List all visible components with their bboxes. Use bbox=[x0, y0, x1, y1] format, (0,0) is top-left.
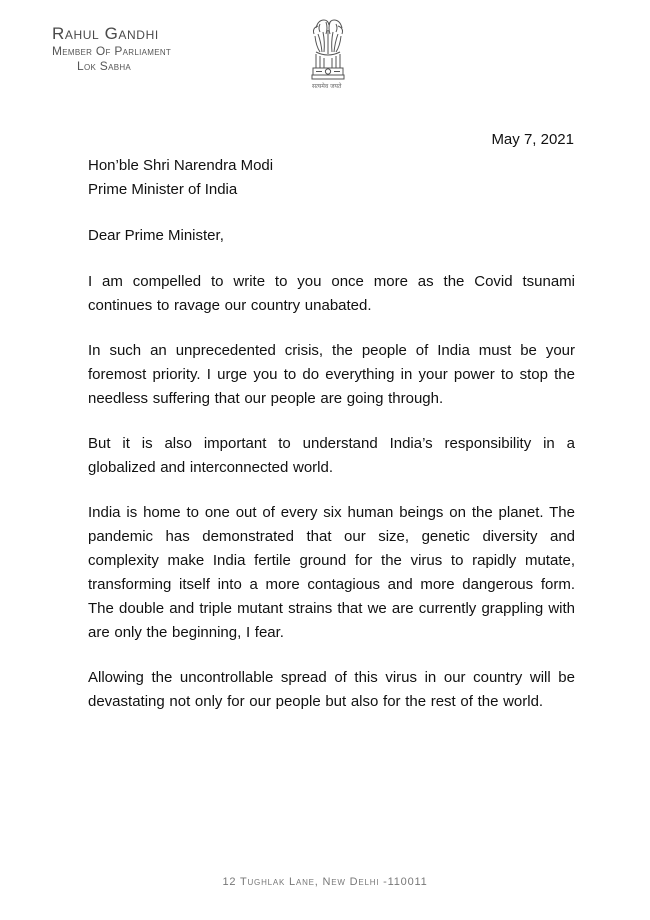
emblem-caption: सत्यमेव जयते bbox=[312, 83, 342, 90]
paragraph: In such an unprecedented crisis, the people of India must be your foremost priority. I urge you to do everything in your power to stop the needless suffering that our people are going through. bbox=[88, 342, 575, 407]
letterhead-name: Rahul Gandhi bbox=[52, 24, 159, 43]
letterhead-house: Lok Sabha bbox=[77, 59, 132, 73]
paragraph: India is home to one out of every six human beings on the planet. The pandemic has demonstrated that our size, genetic diversity and complexity make India fertile ground for the virus to rapidly mutate, transforming itself into a more contagious and more dangerous form. The double and triple mutant strains that we are currently grappling with are only the beginning, I fear. bbox=[88, 504, 575, 641]
paragraph: But it is also important to understand India’s responsibility in a globalized and interconnected world. bbox=[88, 435, 575, 476]
letterhead-address: 12 Tughlak Lane, New Delhi -110011 bbox=[222, 876, 428, 888]
letter-date: May 7, 2021 bbox=[491, 131, 574, 148]
paragraph: Allowing the uncontrollable spread of this virus in our country will be devastating not only for our people but also for the rest of the world. bbox=[88, 669, 575, 710]
letterhead-title: Member Of Parliament bbox=[52, 44, 172, 58]
letter-body bbox=[88, 154, 575, 714]
letterhead bbox=[52, 24, 171, 74]
recipient-name: Hon’ble Shri Narendra Modi bbox=[88, 157, 274, 174]
recipient-title: Prime Minister of India bbox=[88, 181, 238, 198]
salutation: Dear Prime Minister, bbox=[88, 227, 224, 244]
paragraph: I am compelled to write to you once more as the Covid tsunami continues to ravage our country unabated. bbox=[88, 273, 575, 314]
